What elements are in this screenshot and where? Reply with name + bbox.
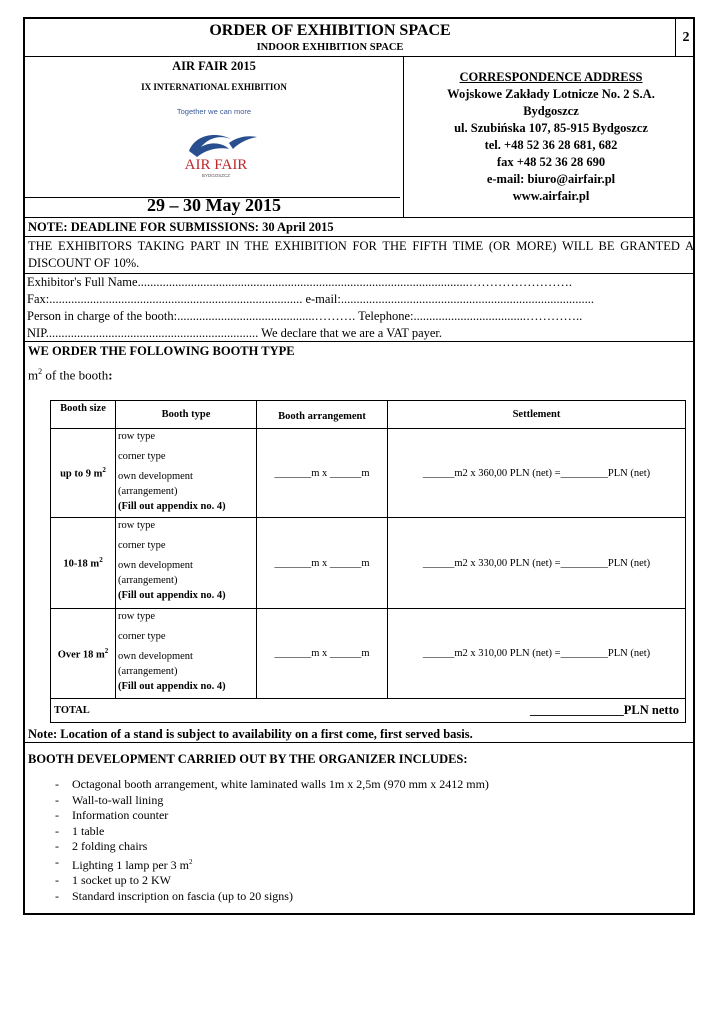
availability-note: Note: Location of a stand is subject to availability on a first come, first served basis. bbox=[28, 727, 473, 741]
divider bbox=[25, 341, 693, 342]
address-line: Bydgoszcz bbox=[523, 104, 579, 118]
development-list bbox=[55, 777, 489, 904]
development-heading: BOOTH DEVELOPMENT CARRIED OUT BY THE ORGANIZER INCLUDES: bbox=[28, 752, 468, 766]
fax-email-field[interactable]: Fax:................................................................................. e-mail:................................................................................. bbox=[27, 292, 594, 306]
booth-table bbox=[50, 400, 686, 723]
phone-line: tel. +48 52 36 28 681, 682 bbox=[484, 138, 618, 152]
own-development-option[interactable]: own development bbox=[118, 560, 193, 571]
settlement-field[interactable]: ______m2 x 360,00 PLN (net) =_________PLN (net) bbox=[388, 429, 686, 518]
booth-size-cell: Over 18 $m^2$ bbox=[51, 609, 116, 699]
table-row bbox=[51, 609, 686, 699]
settlement-field[interactable]: ______m2 x 330,00 PLN (net) =_________PLN (net) bbox=[388, 518, 686, 609]
booth-size-cell: up to 9 $m^2$ bbox=[51, 429, 116, 518]
table-header-row bbox=[51, 401, 686, 429]
header-booth-type: Booth type bbox=[116, 401, 257, 429]
list-item: - 2 folding chairs bbox=[55, 839, 148, 853]
booth-type-cell bbox=[116, 429, 257, 518]
row-type-option[interactable]: row type bbox=[118, 520, 156, 531]
address-line: ul. Szubińska 107, 85-915 Bydgoszcz bbox=[454, 121, 648, 135]
list-item: - Wall-to-wall lining bbox=[55, 792, 164, 807]
appendix-note: (Fill out appendix no. 4) bbox=[118, 501, 226, 512]
booth-size-cell: 10-18 $m^2$ bbox=[51, 518, 116, 609]
header-booth-size: Booth size bbox=[51, 401, 116, 429]
divider bbox=[25, 742, 693, 743]
page-number: 2 bbox=[675, 19, 696, 56]
header-booth-arrangement: Booth arrangement bbox=[257, 401, 388, 429]
divider bbox=[25, 217, 693, 218]
appendix-note: (Fill out appendix no. 4) bbox=[118, 590, 226, 601]
correspondence-heading: CORRESPONDENCE ADDRESS bbox=[459, 70, 643, 84]
arrangement-field[interactable]: _______m x ______m bbox=[257, 609, 388, 699]
fair-dates: 29 – 30 May 2015 bbox=[147, 195, 281, 215]
fair-name: AIR FAIR 2015 bbox=[172, 59, 256, 73]
list-item: - Standard inscription on fascia (up to 20 signs) bbox=[55, 888, 293, 903]
logo-text: AIR FAIR bbox=[184, 157, 248, 173]
arrangement-label: (arrangement) bbox=[118, 486, 178, 497]
divider bbox=[25, 273, 693, 274]
settlement-field[interactable]: ______m2 x 310,00 PLN (net) =_________PLN (net) bbox=[388, 609, 686, 699]
logo-slogan: Together we can more bbox=[176, 107, 252, 116]
fax-line: fax +48 52 36 28 690 bbox=[496, 155, 606, 169]
list-item: - Lighting 1 lamp per 3 $m^2$ bbox=[55, 854, 193, 872]
table-row bbox=[51, 429, 686, 518]
own-development-option[interactable]: own development bbox=[118, 651, 193, 662]
table-row bbox=[51, 518, 686, 609]
corner-type-option[interactable]: corner type bbox=[118, 631, 166, 642]
discount-note: THE EXHIBITORS TAKING PART IN THE EXHIBITION FOR THE FIFTH TIME (OR MORE) WILL BE GRANTED A DISCOUNT OF 10%. bbox=[28, 239, 694, 270]
header-settlement: Settlement bbox=[388, 401, 686, 429]
appendix-note: (Fill out appendix no. 4) bbox=[118, 681, 226, 692]
nip-field[interactable]: NIP.................................................................... We declare that we are a VAT payer. bbox=[27, 326, 443, 340]
total-label: TOTAL bbox=[51, 699, 116, 723]
fair-edition: IX INTERNATIONAL EXHIBITION bbox=[141, 82, 287, 92]
list-item: - 1 table bbox=[55, 823, 105, 838]
air-fair-logo bbox=[171, 121, 261, 179]
divider bbox=[25, 236, 693, 237]
corner-type-option[interactable]: corner type bbox=[118, 540, 166, 551]
email-line: e-mail: biuro@airfair.pl bbox=[486, 172, 616, 186]
arrangement-label: (arrangement) bbox=[118, 575, 178, 586]
row-type-option[interactable]: row type bbox=[118, 611, 156, 622]
list-item: - Octagonal booth arrangement, white laminated walls 1m x 2,5m (970 mm x 2412 mm) bbox=[55, 777, 489, 791]
booth-type-cell bbox=[116, 609, 257, 699]
arrangement-field[interactable]: _______m x ______m bbox=[257, 518, 388, 609]
booth-m2-label: $m^2$ of the booth: bbox=[28, 367, 113, 383]
divider bbox=[25, 56, 693, 57]
total-field[interactable]: _______________PLN netto bbox=[116, 699, 686, 723]
own-development-option[interactable]: own development bbox=[118, 471, 193, 482]
website-line: www.airfair.pl bbox=[512, 189, 590, 203]
divider bbox=[403, 56, 404, 217]
row-type-option[interactable]: row type bbox=[118, 431, 156, 442]
exhibitor-name-field[interactable]: Exhibitor's Full Name..........................................................................................................……………………. bbox=[27, 275, 572, 289]
arrangement-field[interactable]: _______m x ______m bbox=[257, 429, 388, 518]
list-item: - Information counter bbox=[55, 808, 169, 822]
list-item: - 1 socket up to 2 KW bbox=[55, 873, 171, 887]
total-row bbox=[51, 699, 686, 723]
corner-type-option[interactable]: corner type bbox=[118, 451, 166, 462]
form-title: ORDER OF EXHIBITION SPACE bbox=[209, 22, 451, 39]
logo-city: BYDGOSZCZ bbox=[201, 173, 231, 178]
address-line: Wojskowe Zakłady Lotnicze No. 2 S.A. bbox=[447, 87, 655, 101]
order-form bbox=[23, 17, 695, 915]
order-heading: WE ORDER THE FOLLOWING BOOTH TYPE bbox=[28, 344, 295, 358]
deadline-note: NOTE: DEADLINE FOR SUBMISSIONS: 30 April 2015 bbox=[28, 220, 334, 234]
booth-type-cell bbox=[116, 518, 257, 609]
form-subtitle: INDOOR EXHIBITION SPACE bbox=[256, 42, 404, 53]
arrangement-label: (arrangement) bbox=[118, 666, 178, 677]
person-phone-field[interactable]: Person in charge of the booth:............................................………. Telephone:....................................………….. bbox=[27, 309, 583, 323]
